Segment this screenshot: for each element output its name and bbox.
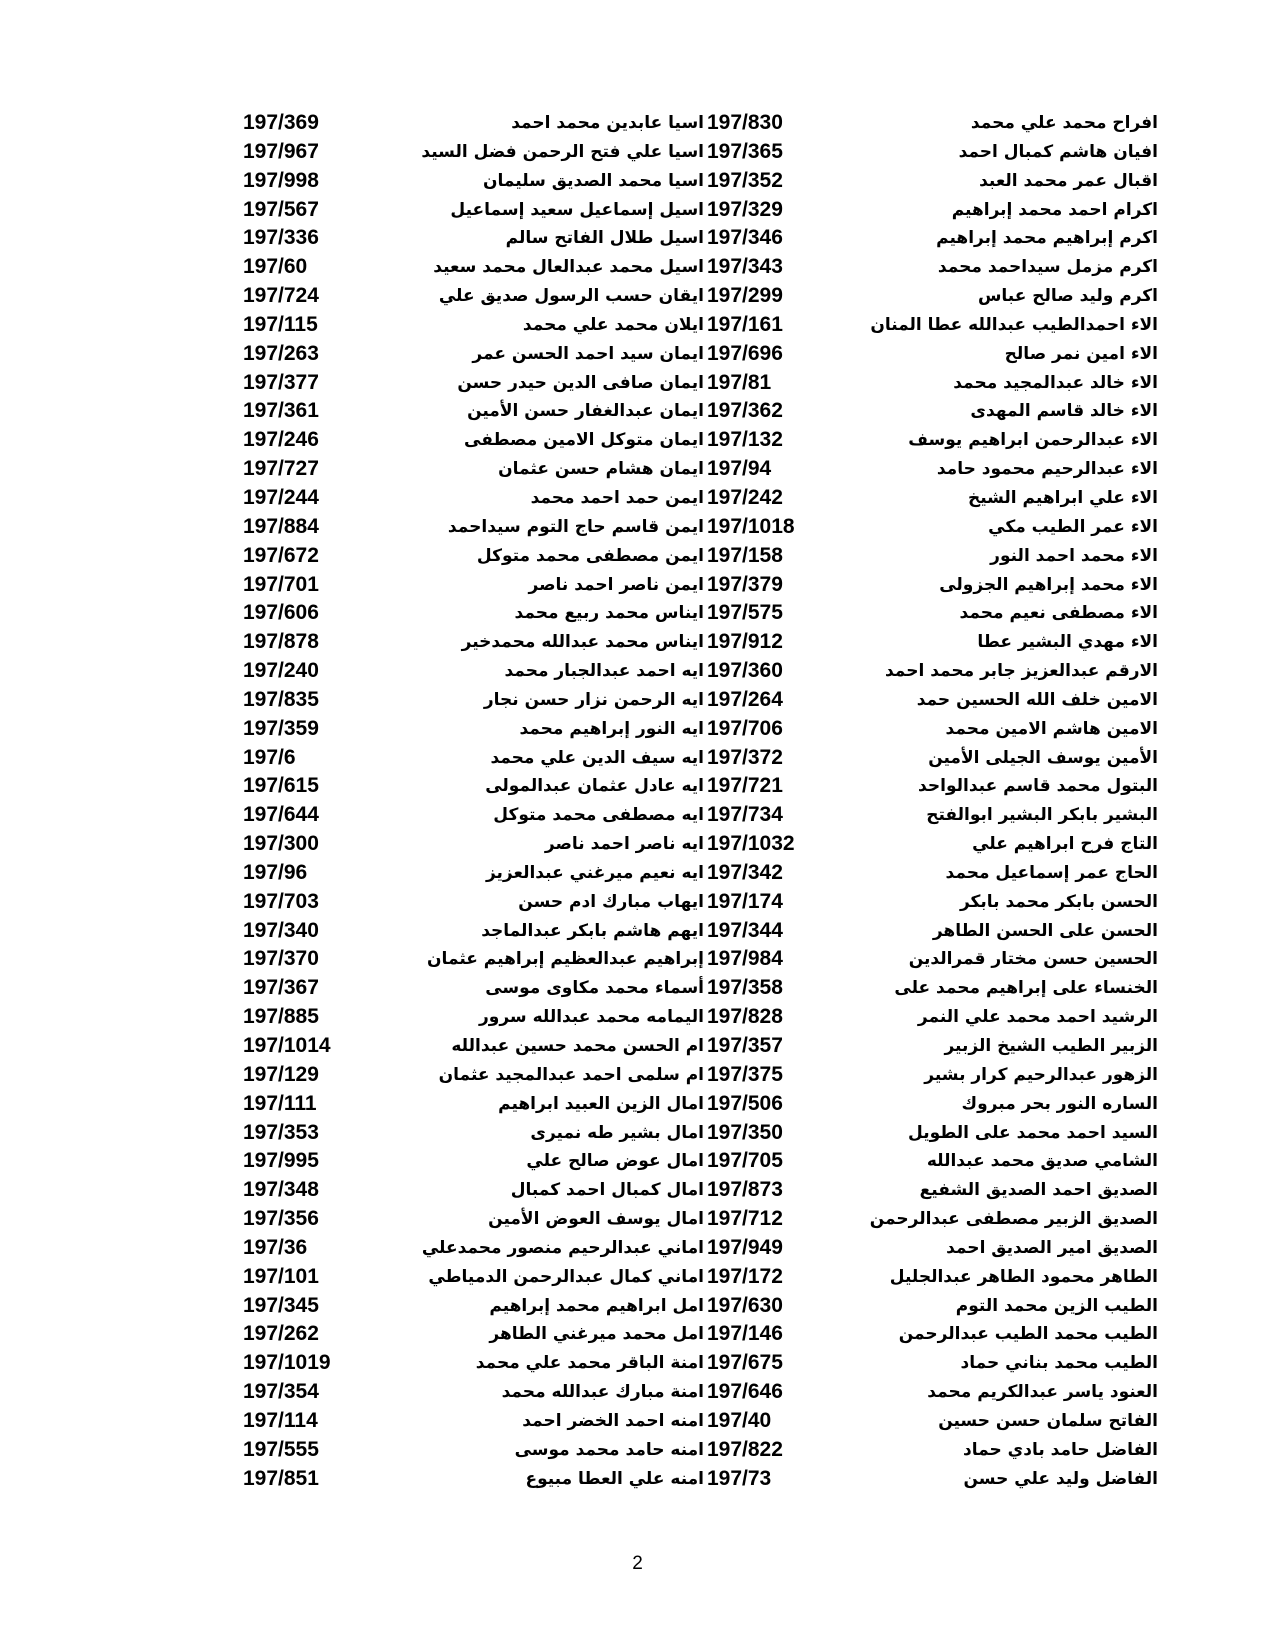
code-col1: 197/264: [707, 687, 783, 711]
code-col2: 197/884: [243, 514, 319, 538]
code-col1: 197/172: [707, 1264, 783, 1288]
code-col1: 197/830: [707, 111, 783, 134]
name-col1: الامين خلف الله الحسين حمد: [916, 689, 1158, 710]
name-col1: الرشيد احمد محمد علي النمر: [917, 1007, 1158, 1028]
code-col1: 197/721: [707, 774, 783, 798]
name-col1: الاء محمد احمد النور: [990, 545, 1158, 566]
name-col1: الطيب محمد بناني حماد: [960, 1353, 1158, 1374]
name-col2: ام سلمى احمد عبدالمجيد عثمان: [438, 1064, 704, 1085]
name-col1: الحاج عمر إسماعيل محمد: [945, 862, 1158, 883]
list-row: [0, 369, 1275, 398]
name-col1: الحسن على الحسن الطاهر: [932, 920, 1158, 941]
code-col1: 197/329: [707, 197, 783, 221]
code-col2: 197/555: [243, 1437, 319, 1461]
code-col1: 197/342: [707, 860, 783, 884]
list-row: [0, 686, 1275, 715]
list-row: [0, 1407, 1275, 1436]
code-col1: 197/360: [707, 659, 783, 683]
code-col2: 197/336: [243, 226, 319, 250]
code-col1: 197/1018: [707, 514, 795, 538]
code-col1: 197/132: [707, 428, 783, 452]
code-col1: 197/174: [707, 889, 783, 913]
code-col2: 197/300: [243, 832, 319, 856]
name-col1: الاء عبدالرحمن ابراهيم يوسف: [908, 430, 1158, 451]
name-col1: الحسين حسن مختار قمرالدين: [908, 949, 1158, 970]
code-col1: 197/146: [707, 1322, 783, 1346]
name-col2: ايه عادل عثمان عبدالمولى: [485, 776, 704, 797]
name-col2: ايه مصطفى محمد متوكل: [493, 805, 704, 826]
code-col2: 197/36: [243, 1235, 308, 1259]
list-row: [0, 744, 1275, 773]
name-col2: امال بشير طه نميرى: [530, 1122, 704, 1143]
name-col2: اماني عبدالرحيم منصور محمدعلي: [421, 1237, 704, 1258]
name-col2: ايلان محمد علي محمد: [522, 314, 704, 335]
name-col1: الاء عمر الطيب مكي: [988, 516, 1158, 537]
name-col2: ايه احمد عبدالجبار محمد: [504, 661, 704, 682]
name-col1: الفاضل وليد علي حسن: [963, 1468, 1158, 1489]
list-row: [0, 311, 1275, 340]
name-col2: ايه الرحمن نزار حسن نجار: [483, 689, 704, 710]
code-col1: 197/630: [707, 1293, 783, 1317]
code-col1: 197/358: [707, 976, 783, 1000]
name-col2: ايمان هشام حسن عثمان: [498, 459, 704, 480]
name-col2: ايمن مصطفى محمد متوكل: [476, 545, 704, 566]
code-col1: 197/873: [707, 1178, 783, 1202]
name-col1: الزهور عبدالرحيم كرار بشير: [924, 1064, 1158, 1085]
code-col1: 197/375: [707, 1062, 783, 1086]
name-col1: الزبير الطيب الشيخ الزبير: [944, 1036, 1158, 1056]
list-row: [0, 945, 1275, 974]
name-col2: امل محمد ميرغني الطاهر: [489, 1324, 704, 1345]
name-col1: الحسن بابكر محمد بابكر: [959, 891, 1158, 912]
list-row: [0, 1263, 1275, 1292]
name-col2: ايمن حمد احمد محمد: [530, 487, 704, 508]
list-row: [0, 772, 1275, 801]
code-col2: 197/60: [243, 255, 308, 279]
code-col2: 197/262: [243, 1322, 319, 1346]
name-col1: الخنساء على إبراهيم محمد على: [894, 978, 1158, 999]
code-col1: 197/1032: [707, 832, 795, 856]
name-col1: الاء مهدي البشير عطا: [977, 632, 1158, 653]
code-col1: 197/344: [707, 918, 783, 942]
name-col1: الصديق احمد الصديق الشفيع: [919, 1180, 1158, 1201]
list-row: [0, 542, 1275, 571]
name-col1: الاء خالد قاسم المهدى: [970, 401, 1158, 422]
list-row: [0, 859, 1275, 888]
list-row: [0, 571, 1275, 600]
code-col1: 197/822: [707, 1437, 783, 1461]
code-col1: 197/350: [707, 1120, 783, 1144]
name-col2: اسيل إسماعيل سعيد إسماعيل: [450, 199, 704, 220]
name-col2: ايهم هاشم بابكر عبدالماجد: [481, 920, 704, 941]
list-row: [0, 1320, 1275, 1349]
name-col1: الاء مصطفى نعيم محمد: [959, 603, 1158, 624]
name-col2: ايه نعيم ميرغني عبدالعزيز: [485, 862, 704, 883]
name-col1: البشير بابكر البشير ابوالفتح: [926, 805, 1158, 826]
name-col2: ايمان صافى الدين حيدر حسن: [457, 372, 704, 393]
code-col2: 197/672: [243, 543, 319, 567]
list-row: [0, 657, 1275, 686]
code-col2: 197/1014: [243, 1034, 331, 1057]
code-col2: 197/727: [243, 457, 319, 481]
list-row: [0, 801, 1275, 830]
list-row: [0, 628, 1275, 657]
name-col1: الارقم عبدالعزيز جابر محمد احمد: [884, 661, 1158, 682]
name-col2: ايمن ناصر احمد ناصر: [528, 574, 704, 595]
code-col2: 197/995: [243, 1149, 319, 1173]
code-col2: 197/129: [243, 1062, 319, 1086]
code-col2: 197/356: [243, 1207, 319, 1231]
name-col1: افراح محمد علي محمد: [970, 113, 1158, 133]
list-row: [0, 513, 1275, 542]
list-row: [0, 1147, 1275, 1176]
name-col2: امنه حامد محمد موسى: [514, 1439, 704, 1460]
code-col1: 197/984: [707, 947, 783, 971]
name-col2: ايمان سيد احمد الحسن عمر: [472, 343, 704, 364]
code-col1: 197/646: [707, 1380, 783, 1404]
code-col2: 197/567: [243, 197, 319, 221]
list-row: [0, 917, 1275, 946]
list-row: [0, 397, 1275, 426]
name-col1: الأمين يوسف الجيلى الأمين: [928, 747, 1158, 768]
name-col1: العنود ياسر عبدالكريم محمد: [927, 1382, 1158, 1403]
name-col2: ايناس محمد عبدالله محمدخير: [461, 632, 704, 653]
code-col2: 197/348: [243, 1178, 319, 1202]
name-col1: الاء عبدالرحيم محمود حامد: [936, 459, 1158, 480]
code-col2: 197/101: [243, 1264, 319, 1288]
code-col1: 197/299: [707, 284, 783, 308]
code-col2: 197/606: [243, 601, 319, 625]
list-row: [0, 1003, 1275, 1032]
name-col2: ايمن قاسم حاج التوم سيداحمد: [447, 516, 704, 537]
name-col1: الاء محمد إبراهيم الجزولى: [939, 574, 1158, 595]
code-col1: 197/352: [707, 168, 783, 192]
code-col2: 197/6: [243, 745, 296, 769]
code-col2: 197/96: [243, 860, 308, 884]
code-col1: 197/365: [707, 139, 783, 163]
name-col1: الاء علي ابراهيم الشيخ: [967, 487, 1158, 508]
name-col1: الساره النور بحر مبروك: [961, 1093, 1158, 1114]
code-col1: 197/40: [707, 1408, 772, 1432]
list-row: [0, 282, 1275, 311]
code-col1: 197/506: [707, 1091, 783, 1115]
code-col2: 197/885: [243, 1005, 319, 1029]
list-row: [0, 167, 1275, 196]
code-col1: 197/575: [707, 601, 783, 625]
code-col2: 197/724: [243, 284, 319, 308]
names-list: [0, 109, 1275, 1494]
code-col2: 197/115: [243, 312, 318, 336]
name-col2: ايه ناصر احمد ناصر: [544, 834, 704, 855]
code-col2: 197/114: [243, 1408, 318, 1432]
name-col1: الصديق امير الصديق احمد: [946, 1237, 1158, 1258]
code-col2: 197/703: [243, 889, 319, 913]
list-row: [0, 1292, 1275, 1321]
name-col2: اسيل طلال الفاتح سالم: [505, 228, 704, 249]
list-row: [0, 1061, 1275, 1090]
name-col1: السيد احمد محمد على الطويل: [908, 1122, 1158, 1143]
list-row: [0, 1032, 1275, 1061]
name-col1: اكرم وليد صالح عباس: [977, 286, 1158, 307]
name-col2: أسماء محمد مكاوى موسى: [485, 978, 704, 999]
code-col2: 197/998: [243, 168, 319, 192]
code-col1: 197/346: [707, 226, 783, 250]
code-col2: 197/361: [243, 399, 319, 423]
name-col2: امال يوسف العوض الأمين: [488, 1209, 704, 1230]
code-col1: 197/158: [707, 543, 783, 567]
name-col1: الشامي صديق محمد عبدالله: [926, 1151, 1158, 1172]
code-col2: 197/111: [243, 1091, 317, 1115]
name-col1: الاء امين نمر صالح: [1004, 343, 1158, 364]
name-col2: ايمان عبدالغفار حسن الأمين: [467, 401, 704, 422]
list-row: [0, 484, 1275, 513]
name-col2: امل ابراهيم محمد إبراهيم: [489, 1295, 704, 1316]
list-row: [0, 1090, 1275, 1119]
code-col1: 197/379: [707, 572, 783, 596]
code-col2: 197/878: [243, 630, 319, 654]
list-row: [0, 1378, 1275, 1407]
list-row: [0, 426, 1275, 455]
name-col1: اكرم إبراهيم محمد إبراهيم: [936, 228, 1158, 249]
name-col2: اسيل محمد عبدالعال محمد سعيد: [433, 257, 704, 278]
list-row: [0, 1176, 1275, 1205]
list-row: [0, 715, 1275, 744]
name-col1: الصديق الزبير مصطفى عبدالرحمن: [869, 1209, 1158, 1230]
page-number: 2: [632, 1553, 643, 1574]
code-col1: 197/357: [707, 1034, 783, 1057]
list-row: [0, 1234, 1275, 1263]
code-col2: 197/851: [243, 1466, 319, 1490]
list-row: [0, 1465, 1275, 1494]
code-col2: 197/345: [243, 1293, 319, 1317]
code-col2: 197/835: [243, 687, 319, 711]
code-col1: 197/712: [707, 1207, 783, 1231]
list-row: [0, 196, 1275, 225]
list-row: [0, 1349, 1275, 1378]
code-col2: 197/369: [243, 111, 319, 134]
code-col1: 197/706: [707, 716, 783, 740]
list-row: [0, 1205, 1275, 1234]
list-row: [0, 888, 1275, 917]
code-col2: 197/377: [243, 370, 319, 394]
code-col1: 197/828: [707, 1005, 783, 1029]
code-col1: 197/696: [707, 341, 783, 365]
name-col2: ايقان حسب الرسول صديق علي: [438, 286, 704, 307]
name-col2: امال كمبال احمد كمبال: [510, 1180, 704, 1201]
name-col1: البتول محمد قاسم عبدالواحد: [918, 776, 1158, 797]
name-col2: امنه احمد الخضر احمد: [522, 1410, 704, 1431]
name-col2: امنة مبارك عبدالله محمد: [501, 1382, 704, 1403]
code-col2: 197/644: [243, 803, 319, 827]
list-row: [0, 253, 1275, 282]
code-col1: 197/343: [707, 255, 783, 279]
code-col2: 197/244: [243, 485, 319, 509]
code-col2: 197/701: [243, 572, 319, 596]
name-col2: ايه سيف الدين علي محمد: [490, 747, 704, 768]
name-col1: اكرم مزمل سيداحمد محمد: [937, 257, 1158, 278]
name-col1: التاج فرح ابراهيم علي: [972, 834, 1158, 855]
name-col2: ايمان متوكل الامين مصطفى: [464, 430, 704, 451]
name-col2: امال عوض صالح علي: [526, 1151, 704, 1172]
name-col1: الامين هاشم الامين محمد: [945, 718, 1158, 739]
name-col2: ايناس محمد ربيع محمد: [514, 603, 704, 624]
code-col2: 197/354: [243, 1380, 319, 1404]
list-row: [0, 224, 1275, 253]
name-col1: الطيب الزين محمد التوم: [955, 1295, 1158, 1316]
code-col1: 197/675: [707, 1351, 783, 1375]
name-col1: الطاهر محمود الطاهر عبدالجليل: [889, 1266, 1158, 1287]
name-col1: الفاتح سلمان حسن حسين: [938, 1410, 1158, 1431]
code-col2: 197/367: [243, 976, 319, 1000]
list-row: [0, 599, 1275, 628]
code-col2: 197/370: [243, 947, 319, 971]
list-row: [0, 1119, 1275, 1148]
name-col1: الاء خالد عبدالمجيد محمد: [953, 372, 1158, 393]
code-col2: 197/340: [243, 918, 319, 942]
list-row: [0, 455, 1275, 484]
name-col1: الفاضل حامد بادي حماد: [963, 1439, 1158, 1460]
name-col2: امنه علي العطا مبيوع: [525, 1468, 704, 1489]
name-col1: الاء احمدالطيب عبدالله عطا المنان: [870, 314, 1158, 335]
name-col1: اكرام احمد محمد إبراهيم: [951, 199, 1158, 220]
code-col1: 197/734: [707, 803, 783, 827]
name-col2: ام الحسن محمد حسين عبدالله: [451, 1036, 704, 1056]
name-col2: اسيا عابدين محمد احمد: [511, 113, 704, 133]
code-col2: 197/1019: [243, 1351, 331, 1375]
list-row: [0, 138, 1275, 167]
code-col2: 197/359: [243, 716, 319, 740]
code-col1: 197/705: [707, 1149, 783, 1173]
list-row: [0, 830, 1275, 859]
name-col1: الطيب محمد الطيب عبدالرحمن: [898, 1324, 1158, 1345]
code-col2: 197/240: [243, 659, 319, 683]
list-row: [0, 340, 1275, 369]
name-col1: اقبال عمر محمد العبد: [979, 170, 1158, 191]
code-col1: 197/372: [707, 745, 783, 769]
name-col2: اليمامه محمد عبدالله سرور: [479, 1007, 704, 1028]
list-row: [0, 109, 1275, 138]
list-row: [0, 974, 1275, 1003]
code-col1: 197/912: [707, 630, 783, 654]
name-col1: افيان هاشم كمبال احمد: [958, 141, 1158, 162]
name-col2: اسيا علي فتح الرحمن فضل السيد: [421, 141, 704, 162]
code-col1: 197/362: [707, 399, 783, 423]
code-col2: 197/967: [243, 139, 319, 163]
name-col2: اماني كمال عبدالرحمن الدمياطي: [428, 1266, 704, 1287]
code-col1: 197/161: [707, 312, 783, 336]
name-col2: اسيا محمد الصديق سليمان: [483, 170, 704, 191]
name-col2: ايهاب مبارك ادم حسن: [518, 891, 704, 912]
code-col1: 197/73: [707, 1466, 772, 1490]
code-col1: 197/94: [707, 457, 772, 481]
name-col2: إبراهيم عبدالعظيم إبراهيم عثمان: [427, 949, 704, 970]
code-col1: 197/949: [707, 1235, 783, 1259]
name-col2: امال الزين العبيد ابراهيم: [498, 1093, 704, 1114]
code-col2: 197/615: [243, 774, 319, 798]
name-col2: ايه النور إبراهيم محمد: [519, 718, 704, 739]
code-col1: 197/242: [707, 485, 783, 509]
code-col1: 197/81: [707, 370, 772, 394]
list-row: [0, 1436, 1275, 1465]
code-col2: 197/353: [243, 1120, 319, 1144]
code-col2: 197/246: [243, 428, 319, 452]
code-col2: 197/263: [243, 341, 319, 365]
name-col2: امنة الباقر محمد علي محمد: [475, 1353, 704, 1374]
